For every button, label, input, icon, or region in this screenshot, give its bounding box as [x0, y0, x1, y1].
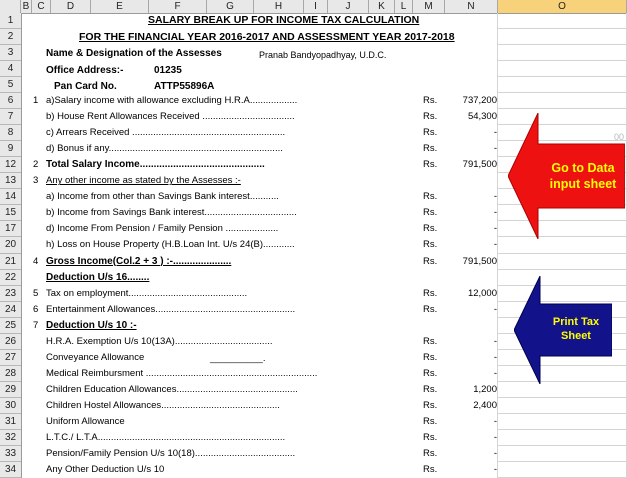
row-header[interactable]: 22: [0, 270, 21, 286]
currency-label: Rs.: [423, 447, 438, 459]
currency-label: Rs.: [423, 223, 438, 235]
row-header[interactable]: 1: [0, 13, 21, 29]
item-number: 4: [33, 255, 39, 267]
column-header-j[interactable]: J: [328, 0, 369, 13]
line-item-label: Uniform Allowance: [46, 415, 125, 427]
currency-label: Rs.: [423, 431, 438, 443]
row-header[interactable]: 2: [0, 29, 21, 45]
currency-label: Rs.: [423, 111, 438, 123]
print-tax-sheet-button[interactable]: [514, 276, 612, 384]
amount-cell[interactable]: 54,300: [467, 111, 497, 123]
select-all-corner[interactable]: [0, 0, 21, 13]
currency-label: Rs.: [423, 303, 438, 315]
row-header[interactable]: 4: [0, 61, 21, 77]
line-item-label: Deduction U/s 16........: [46, 271, 150, 283]
column-header-f[interactable]: F: [149, 0, 207, 13]
currency-label: Rs.: [423, 415, 438, 427]
row-header[interactable]: 31: [0, 414, 21, 430]
row-header[interactable]: 23: [0, 286, 21, 302]
amount-cell[interactable]: -: [493, 335, 497, 347]
row-header[interactable]: 12: [0, 157, 21, 173]
line-item-label: Children Hostel Allowances.............................................: [46, 399, 280, 411]
row-header[interactable]: 17: [0, 221, 21, 237]
row-header[interactable]: 20: [0, 237, 21, 253]
item-number: 5: [33, 287, 39, 299]
row-header[interactable]: 26: [0, 334, 21, 350]
row-header[interactable]: 8: [0, 125, 21, 141]
conveyance-dashes: __________.: [210, 353, 266, 364]
name-designation-value: Pranab Bandyopadhyay, U.D.C.: [259, 50, 387, 60]
currency-label: Rs.: [423, 159, 438, 171]
currency-label: Rs.: [423, 191, 438, 203]
row-header[interactable]: 24: [0, 302, 21, 318]
line-item-label: Entertainment Allowances.....................................................: [46, 303, 296, 315]
line-item-label: L.T.C./ L.T.A.......................................................................: [46, 431, 286, 443]
item-number: 3: [33, 175, 39, 187]
row-header[interactable]: 27: [0, 350, 21, 366]
amount-cell[interactable]: -: [493, 191, 497, 203]
column-header-bar: [0, 0, 627, 14]
row-header[interactable]: 7: [0, 109, 21, 125]
currency-label: Rs.: [423, 207, 438, 219]
column-header-m[interactable]: M: [413, 0, 445, 13]
line-item-label: H.R.A. Exemption U/s 10(13A).....................................: [46, 335, 273, 347]
currency-label: Rs.: [423, 143, 438, 155]
row-header[interactable]: 9: [0, 141, 21, 157]
amount-cell[interactable]: -: [493, 447, 497, 459]
column-header-e[interactable]: E: [91, 0, 149, 13]
amount-cell[interactable]: -: [493, 431, 497, 443]
line-item-label: Children Education Allowances..............................................: [46, 383, 298, 395]
item-number: 7: [33, 319, 39, 331]
column-header-d[interactable]: D: [51, 0, 91, 13]
column-header-g[interactable]: G: [207, 0, 254, 13]
office-address-value: 01235: [154, 65, 182, 76]
amount-cell[interactable]: -: [493, 351, 497, 363]
title-line-2: FOR THE FINANCIAL YEAR 2016-2017 AND ASSESSMENT YEAR 2017-2018: [79, 31, 455, 43]
amount-cell[interactable]: 737,200: [462, 95, 497, 107]
line-item-label: Conveyance Allowance: [46, 351, 145, 363]
column-header-b[interactable]: B: [21, 0, 32, 13]
row-header[interactable]: 3: [0, 45, 21, 61]
row-header[interactable]: 25: [0, 318, 21, 334]
line-item-label: Medical Reimbursment .................................................................: [46, 367, 318, 379]
currency-label: Rs.: [423, 383, 438, 395]
row-header[interactable]: 13: [0, 173, 21, 189]
amount-cell[interactable]: -: [493, 143, 497, 155]
row-header[interactable]: 6: [0, 93, 21, 109]
row-header[interactable]: 33: [0, 446, 21, 462]
amount-cell[interactable]: -: [493, 463, 497, 475]
row-header[interactable]: 29: [0, 382, 21, 398]
line-item-label: Pension/Family Pension U/s 10(18)......................................: [46, 447, 296, 459]
column-header-h[interactable]: H: [254, 0, 304, 13]
currency-label: Rs.: [423, 287, 438, 299]
row-header[interactable]: 28: [0, 366, 21, 382]
row-header[interactable]: 34: [0, 462, 21, 478]
amount-cell[interactable]: -: [493, 367, 497, 379]
currency-label: Rs.: [423, 95, 438, 107]
column-header-k[interactable]: K: [369, 0, 395, 13]
print-tax-sheet-label: Print Tax Sheet: [552, 316, 600, 342]
item-number: 6: [33, 303, 39, 315]
row-header[interactable]: 30: [0, 398, 21, 414]
amount-cell[interactable]: 12,000: [467, 287, 497, 299]
sheet-grid[interactable]: [21, 13, 627, 478]
row-header[interactable]: 32: [0, 430, 21, 446]
hidden-cell-text: 00: [614, 132, 625, 142]
column-header-n[interactable]: N: [445, 0, 498, 13]
title-line-1: SALARY BREAK UP FOR INCOME TAX CALCULATION: [148, 14, 420, 26]
currency-label: Rs.: [423, 367, 438, 379]
amount-cell[interactable]: 2,400: [473, 399, 497, 411]
line-item-label: Total Salary Income.............................................: [46, 159, 265, 171]
row-header[interactable]: 14: [0, 189, 21, 205]
amount-cell[interactable]: -: [493, 207, 497, 219]
amount-cell[interactable]: 791,500: [462, 159, 497, 171]
go-to-data-input-button[interactable]: [508, 113, 625, 239]
column-header-i[interactable]: I: [304, 0, 328, 13]
currency-label: Rs.: [423, 255, 438, 267]
pan-card-label: Pan Card No.: [54, 81, 117, 92]
amount-cell[interactable]: 1,200: [473, 383, 497, 395]
column-header-l[interactable]: L: [395, 0, 413, 13]
currency-label: Rs.: [423, 463, 438, 475]
pan-card-value: ATTP55896A: [154, 81, 215, 92]
amount-cell[interactable]: 791,500: [462, 255, 497, 267]
currency-label: Rs.: [423, 127, 438, 139]
line-item-label: b) House Rent Allowances Received ...................................: [46, 111, 295, 123]
name-designation-label: Name & Designation of the Assesses: [46, 48, 222, 59]
line-item-label: Tax on employment.............................................: [46, 287, 248, 299]
line-item-label: d) Bonus if any..................................................................: [46, 143, 283, 155]
amount-cell[interactable]: -: [493, 239, 497, 251]
column-header-c[interactable]: C: [32, 0, 51, 13]
office-address-label: Office Address:-: [46, 65, 124, 76]
item-number: 1: [33, 95, 39, 107]
row-header[interactable]: 5: [0, 77, 21, 93]
line-item-label: Any other income as stated by the Assesses :-: [46, 175, 241, 187]
amount-cell[interactable]: -: [493, 127, 497, 139]
currency-label: Rs.: [423, 335, 438, 347]
line-item-label: c) Arrears Received ..........................................................: [46, 127, 286, 139]
currency-label: Rs.: [423, 239, 438, 251]
line-item-label: Any Other Deduction U/s 10: [46, 463, 165, 475]
amount-cell[interactable]: -: [493, 223, 497, 235]
line-item-label: h) Loss on House Property (H.B.Loan Int. U/s 24(B)............: [46, 239, 295, 251]
amount-cell[interactable]: -: [493, 303, 497, 315]
line-item-label: a)Salary income with allowance excluding H.R.A..................: [46, 95, 298, 107]
amount-cell[interactable]: -: [493, 415, 497, 427]
row-header[interactable]: 15: [0, 205, 21, 221]
line-item-label: d) Income From Pension / Family Pension ....................: [46, 223, 279, 235]
line-item-label: Gross Income(Col.2 + 3 ) :-.....................: [46, 255, 232, 267]
currency-label: Rs.: [423, 399, 438, 411]
column-header-o[interactable]: O: [498, 0, 627, 13]
currency-label: Rs.: [423, 351, 438, 363]
line-item-label: Deduction U/s 10 :-: [46, 319, 137, 331]
go-to-data-input-label: Go to Data input sheet: [549, 161, 617, 191]
item-number: 2: [33, 159, 39, 171]
line-item-label: b) Income from Savings Bank interest...................................: [46, 207, 297, 219]
row-header[interactable]: 21: [0, 254, 21, 270]
row-header-bar: [0, 13, 22, 478]
line-item-label: a) Income from other than Savings Bank interest...........: [46, 191, 279, 203]
